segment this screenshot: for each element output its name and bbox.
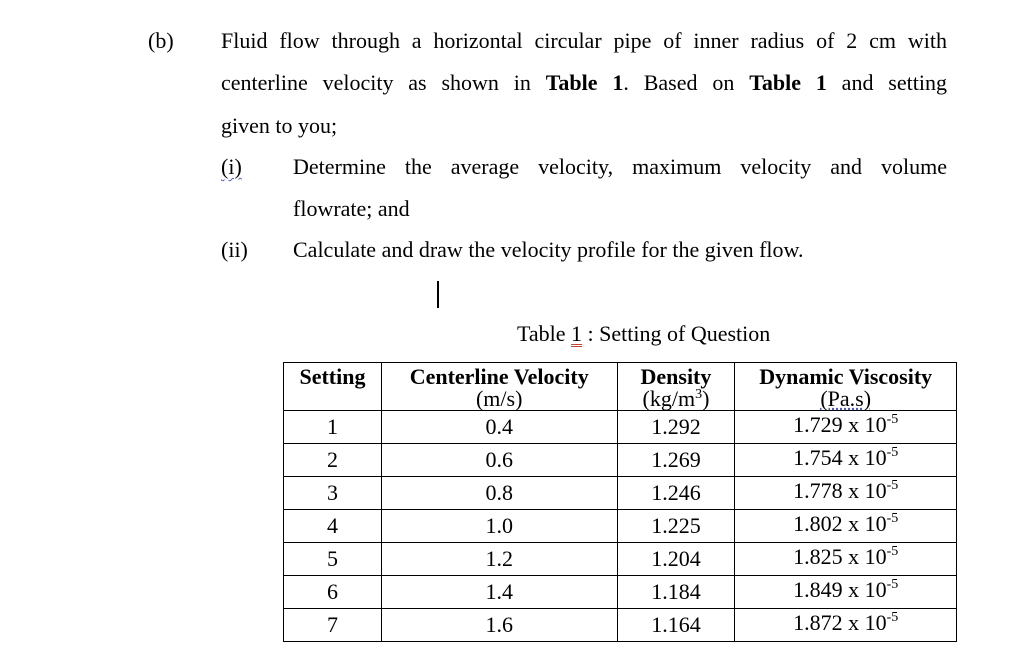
cell-density: 1.269 — [617, 444, 735, 477]
cell-velocity: 0.4 — [381, 411, 617, 444]
cell-density: 1.246 — [617, 477, 735, 510]
table-reference-1: Table 1 — [545, 70, 624, 95]
cell-density: 1.225 — [617, 510, 735, 543]
table-caption-prefix: Table — [517, 321, 572, 346]
cell-velocity: 1.2 — [381, 543, 617, 576]
header-velocity-unit: (m/s) — [475, 386, 523, 411]
cell-viscosity — [735, 576, 957, 609]
sub-question-1-line-2: flowrate; and — [293, 196, 410, 221]
cell-setting: 5 — [284, 543, 382, 576]
question-line-2-part-e: and setting — [826, 70, 947, 95]
cell-setting: 2 — [284, 444, 382, 477]
viscosity-mantissa: 1.754 — [793, 445, 843, 470]
cell-viscosity — [735, 543, 957, 576]
cell-viscosity — [735, 444, 957, 477]
viscosity-mantissa: 1.849 — [793, 577, 843, 602]
viscosity-mantissa: 1.778 — [793, 478, 843, 503]
sub-question-1-label: (i) — [221, 154, 242, 179]
table-caption-suffix: : Setting of Question — [582, 321, 771, 346]
table-row — [284, 576, 957, 609]
header-viscosity-unit: (Pa.s) — [820, 386, 872, 411]
cell-velocity: 1.0 — [381, 510, 617, 543]
cell-viscosity — [735, 510, 957, 543]
table-row — [284, 411, 957, 444]
table-row — [284, 543, 957, 576]
cell-density: 1.204 — [617, 543, 735, 576]
cell-setting: 6 — [284, 576, 382, 609]
viscosity-exp-power: -5 — [886, 544, 899, 559]
viscosity-exp-base: x 10 — [848, 577, 887, 602]
cell-velocity: 0.6 — [381, 444, 617, 477]
header-density-unit — [618, 388, 735, 410]
cell-setting: 7 — [284, 609, 382, 642]
sub-question-2-line-1: Calculate and draw the velocity profile for the given flow. — [293, 237, 804, 262]
viscosity-mantissa: 1.802 — [793, 511, 843, 536]
cell-setting: 4 — [284, 510, 382, 543]
cell-velocity: 1.6 — [381, 609, 617, 642]
header-density-unit-sup: 3 — [695, 387, 703, 402]
cell-density: 1.184 — [617, 576, 735, 609]
text-cursor — [437, 281, 439, 308]
table-header-row — [284, 363, 957, 411]
cell-setting: 1 — [284, 411, 382, 444]
cell-viscosity — [735, 411, 957, 444]
viscosity-exp-base: x 10 — [848, 544, 887, 569]
header-viscosity-title: Dynamic Viscosity — [759, 364, 933, 389]
viscosity-exp-base: x 10 — [848, 412, 887, 437]
table-body — [284, 411, 957, 642]
table-row — [284, 609, 957, 642]
header-density-unit-end: ) — [702, 386, 710, 411]
header-density-unit-base: (kg/m — [642, 386, 696, 411]
table-row — [284, 444, 957, 477]
viscosity-exp-base: x 10 — [848, 445, 887, 470]
viscosity-exp-base: x 10 — [848, 610, 887, 635]
table-caption-number: 1 — [571, 321, 583, 346]
viscosity-exp-power: -5 — [886, 478, 899, 493]
header-centerline-velocity — [381, 363, 617, 411]
viscosity-mantissa: 1.729 — [793, 412, 843, 437]
viscosity-mantissa: 1.825 — [793, 544, 843, 569]
table-reference-2: Table 1 — [749, 70, 827, 95]
table-row — [284, 477, 957, 510]
viscosity-exp-base: x 10 — [848, 511, 887, 536]
header-density — [617, 363, 735, 411]
question-line-2 — [221, 70, 947, 96]
header-dynamic-viscosity — [735, 363, 957, 411]
viscosity-exp-power: -5 — [886, 610, 899, 625]
cell-viscosity — [735, 477, 957, 510]
cell-velocity: 1.4 — [381, 576, 617, 609]
header-density-title: Density — [640, 364, 712, 389]
viscosity-exp-base: x 10 — [848, 478, 887, 503]
header-setting — [284, 363, 382, 411]
cell-viscosity — [735, 609, 957, 642]
header-velocity-title: Centerline Velocity — [409, 364, 589, 389]
sub-question-1-line-1: Determine the average velocity, maximum velocity and volume — [293, 154, 947, 179]
viscosity-exp-power: -5 — [886, 511, 899, 526]
question-line-2-part-a: centerline velocity as shown in — [221, 70, 546, 95]
cell-density: 1.164 — [617, 609, 735, 642]
question-line-1: Fluid flow through a horizontal circular pipe of inner radius of 2 cm with — [221, 28, 947, 53]
viscosity-exp-power: -5 — [886, 445, 899, 460]
viscosity-exp-power: -5 — [886, 577, 899, 592]
cell-velocity: 0.8 — [381, 477, 617, 510]
settings-table — [283, 362, 957, 642]
viscosity-exp-power: -5 — [886, 412, 899, 427]
viscosity-mantissa: 1.872 — [793, 610, 843, 635]
part-label: (b) — [148, 28, 174, 53]
sub-question-2-label: (ii) — [221, 237, 248, 262]
header-setting-title: Setting — [299, 364, 366, 389]
question-line-2-part-c: . Based on — [623, 70, 750, 95]
cell-setting: 3 — [284, 477, 382, 510]
question-line-3: given to you; — [221, 113, 338, 138]
table-caption — [517, 321, 770, 347]
cell-density: 1.292 — [617, 411, 735, 444]
table-row — [284, 510, 957, 543]
